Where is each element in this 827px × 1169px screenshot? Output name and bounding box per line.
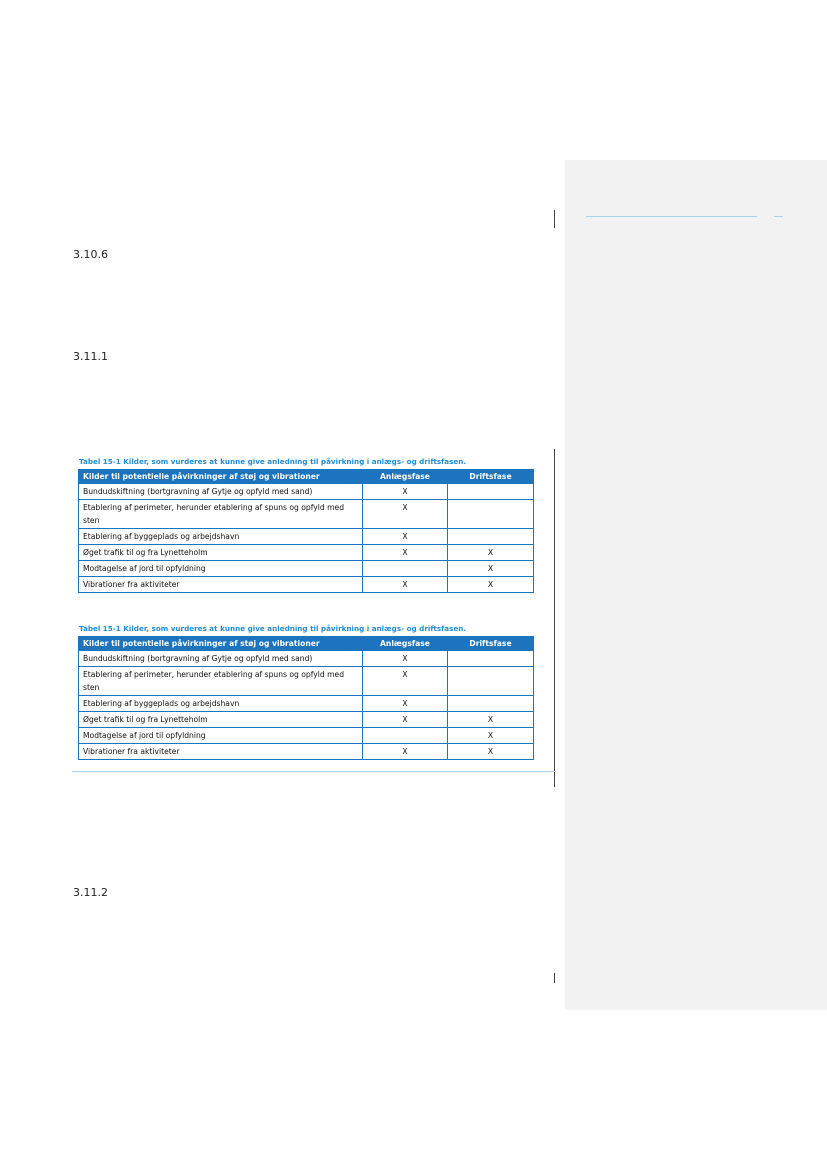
table-cell: X [363, 577, 448, 593]
table-cell: X [363, 667, 448, 696]
table-row [79, 561, 534, 577]
table-cell: Bundudskiftning (bortgravning af Gytje og opfyld med sand) [79, 484, 363, 500]
table-cell [363, 561, 448, 577]
table-cell [448, 696, 534, 712]
table-cell: Modtagelse af jord til opfyldning [79, 561, 363, 577]
table-cell: Modtagelse af jord til opfyldning [79, 728, 363, 744]
table-row [79, 712, 534, 728]
section-number: 3.10.6 [73, 248, 108, 261]
table-row [79, 484, 534, 500]
revision-bar [554, 449, 555, 787]
revision-bar [554, 973, 555, 983]
table-header-row [79, 470, 534, 484]
table-cell: X [448, 577, 534, 593]
column-header: Anlægsfase [363, 637, 448, 651]
section-number: 3.11.1 [73, 350, 108, 363]
separator-line [72, 771, 556, 772]
table-cell [363, 728, 448, 744]
table-cell: X [363, 696, 448, 712]
table-cell: X [448, 728, 534, 744]
table-cell: Øget trafik til og fra Lynetteholm [79, 712, 363, 728]
column-header: Kilder til potentielle påvirkninger af støj og vibrationer [79, 637, 363, 651]
column-header: Driftsfase [448, 637, 534, 651]
comment-connector-line [586, 216, 757, 217]
table-cell [448, 500, 534, 529]
sources-table-block [78, 624, 534, 760]
table-row [79, 728, 534, 744]
table-cell [448, 667, 534, 696]
table-caption: Tabel 15-1 Kilder, som vurderes at kunne give anledning til påvirkning i anlægs- og driftsfasen. [79, 457, 467, 466]
table-caption: Tabel 15-1 Kilder, som vurderes at kunne give anledning til påvirkning i anlægs- og driftsfasen. [79, 624, 467, 633]
table-cell: Vibrationer fra aktiviteter [79, 577, 363, 593]
table-cell: Etablering af byggeplads og arbejdshavn [79, 529, 363, 545]
table-cell [448, 484, 534, 500]
table-cell: Etablering af perimeter, herunder etablering af spuns og opfyld med sten [79, 500, 363, 529]
column-header: Driftsfase [448, 470, 534, 484]
table-row [79, 500, 534, 529]
table-cell: X [363, 712, 448, 728]
column-header: Anlægsfase [363, 470, 448, 484]
table-cell: X [363, 484, 448, 500]
table-cell: Bundudskiftning (bortgravning af Gytje og opfyld med sand) [79, 651, 363, 667]
table-row [79, 667, 534, 696]
table-cell: X [363, 529, 448, 545]
table-row [79, 696, 534, 712]
table-cell: X [448, 561, 534, 577]
table-row [79, 529, 534, 545]
sources-table [78, 469, 534, 593]
table-cell [448, 651, 534, 667]
revision-bar [554, 210, 555, 228]
table-cell: X [363, 744, 448, 760]
sources-table [78, 636, 534, 760]
table-row [79, 545, 534, 561]
table-cell: Vibrationer fra aktiviteter [79, 744, 363, 760]
comment-connector-tick [774, 216, 783, 217]
comment-pane [565, 160, 827, 1010]
table-row [79, 577, 534, 593]
section-number: 3.11.2 [73, 886, 108, 899]
table-header-row [79, 637, 534, 651]
table-cell: X [448, 712, 534, 728]
table-cell: Etablering af byggeplads og arbejdshavn [79, 696, 363, 712]
sources-table-block [78, 457, 534, 593]
column-header: Kilder til potentielle påvirkninger af støj og vibrationer [79, 470, 363, 484]
table-row [79, 651, 534, 667]
table-cell: X [363, 500, 448, 529]
table-cell: X [363, 545, 448, 561]
table-cell: X [448, 744, 534, 760]
table-cell: Etablering af perimeter, herunder etablering af spuns og opfyld med sten [79, 667, 363, 696]
table-cell: Øget trafik til og fra Lynetteholm [79, 545, 363, 561]
table-row [79, 744, 534, 760]
table-cell [448, 529, 534, 545]
table-cell: X [363, 651, 448, 667]
table-cell: X [448, 545, 534, 561]
